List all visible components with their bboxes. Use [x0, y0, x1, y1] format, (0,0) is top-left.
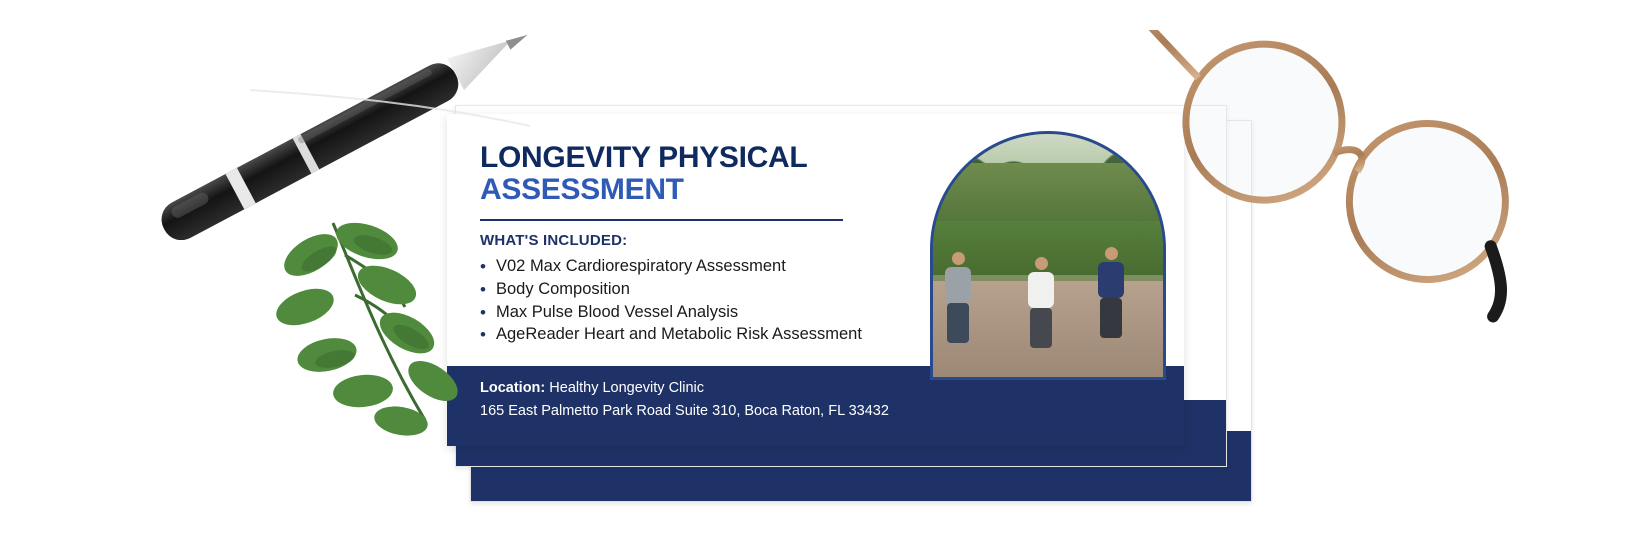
- location-label: Location:: [480, 380, 546, 396]
- list-item: • Max Pulse Blood Vessel Analysis: [480, 301, 1184, 324]
- photo-runner-2: [1028, 257, 1054, 348]
- photo-canvas: [933, 134, 1163, 377]
- photo-runner-1: [945, 252, 971, 343]
- glasses-icon: [1130, 30, 1560, 330]
- location-name: Healthy Longevity Clinic: [549, 380, 705, 396]
- title-line-2: ASSESSMENT: [480, 173, 684, 207]
- location-line: [480, 380, 1184, 396]
- address-line: 165 East Palmetto Park Road Suite 310, Boca Raton, FL 33432: [480, 403, 889, 419]
- included-heading: WHAT'S INCLUDED:: [480, 232, 628, 250]
- pen-icon: [100, 30, 570, 240]
- photo-runner-3: [1098, 247, 1124, 338]
- plant-icon: [275, 215, 535, 445]
- list-item: • V02 Max Cardiorespiratory Assessment: [480, 255, 1184, 278]
- list-item: • AgeReader Heart and Metabolic Risk Assessment: [480, 323, 1184, 346]
- list-item: • Body Composition: [480, 278, 1184, 301]
- title-line-1: LONGEVITY PHYSICAL: [480, 141, 808, 174]
